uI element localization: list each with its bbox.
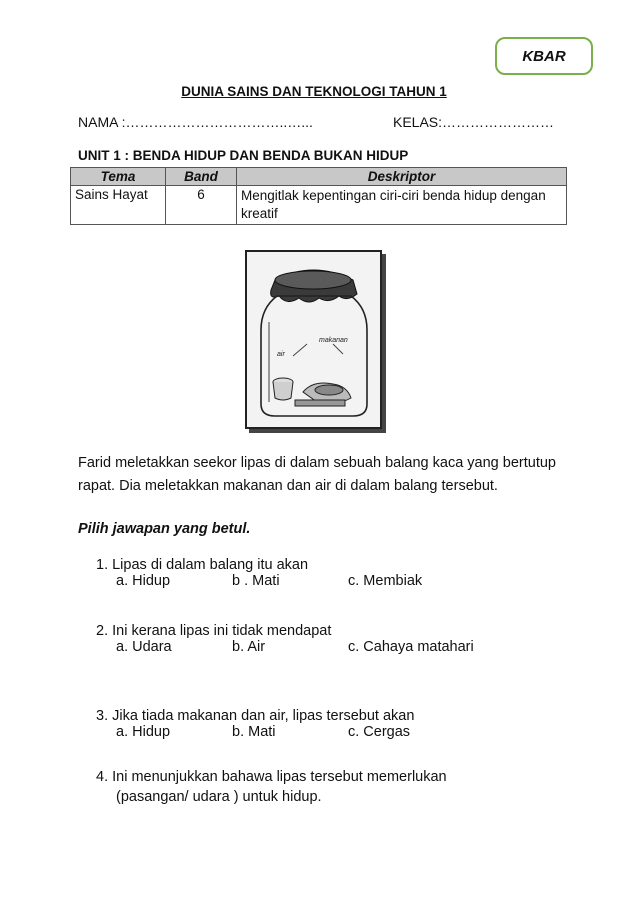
jar-icon [247,252,380,427]
label-makanan: makanan [319,337,348,344]
question-4 [96,769,447,805]
question-text: 2. Ini kerana lipas ini tidak mendapat [96,623,332,639]
nama-field[interactable]: NAMA :……………………………..…... [78,114,313,130]
option-b[interactable]: b. Mati [232,724,276,740]
option-a[interactable]: a. Hidup [116,573,171,589]
jar-illustration [245,250,382,429]
header-band: Band [166,168,237,186]
page-title: DUNIA SAINS DAN TEKNOLOGI TAHUN 1 [181,84,447,99]
unit-heading: UNIT 1 : BENDA HIDUP DAN BENDA BUKAN HIDUP [78,148,409,163]
question-text: 1. Lipas di dalam balang itu akan [96,557,309,573]
header-tema: Tema [71,168,166,186]
question-text: 3. Jika tiada makanan dan air, lipas tersebut akan [96,708,415,724]
option-a[interactable]: a. Udara [116,639,172,655]
question-2 [96,623,474,661]
question-text: 4. Ini menunjukkan bahawa lipas tersebut memerlukan [96,769,447,785]
question-3 [96,708,414,746]
kbar-badge: KBAR [495,37,593,75]
cell-band: 6 [166,186,237,225]
option-c[interactable]: c. Membiak [348,573,423,589]
option-c[interactable]: c. Cergas [348,724,411,740]
question-1 [96,557,423,595]
option-b[interactable]: b . Mati [232,573,280,589]
rubric-table [70,167,567,225]
cell-tema: Sains Hayat [71,186,166,225]
instruction: Pilih jawapan yang betul. [78,521,251,537]
story-paragraph: Farid meletakkan seekor lipas di dalam sebuah balang kaca yang bertutup rapat. Dia meletakkan makanan dan air di dalam balang tersebut. [78,455,556,494]
question-4-answer[interactable]: (pasangan/ udara ) untuk hidup. [116,789,322,805]
option-b[interactable]: b. Air [232,639,266,655]
label-air: air [277,351,285,358]
option-c[interactable]: c. Cahaya matahari [348,639,474,655]
header-deskriptor: Deskriptor [237,168,567,186]
cell-deskriptor: Mengitlak kepentingan ciri-ciri benda hidup dengan kreatif [237,186,567,225]
option-a[interactable]: a. Hidup [116,724,171,740]
kelas-field[interactable]: KELAS:…………………… [393,114,555,130]
